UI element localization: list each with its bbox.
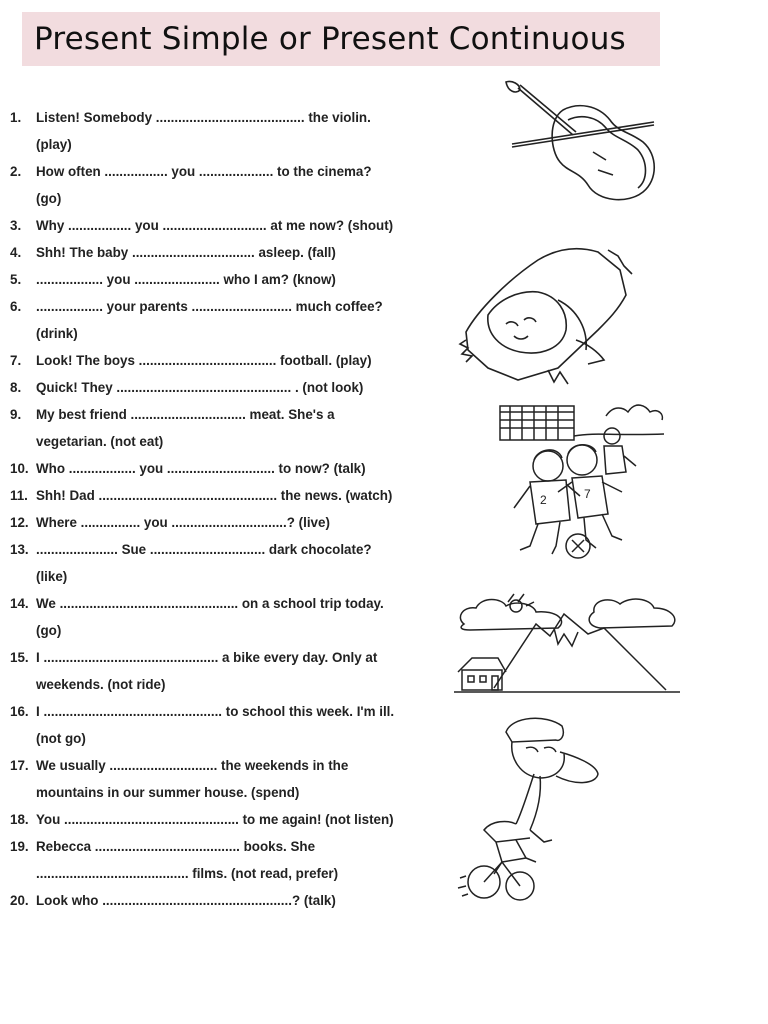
- mountains-icon: [454, 584, 682, 696]
- exercise-text: (go): [36, 191, 62, 206]
- exercise-text: (play): [36, 137, 72, 152]
- sleeping-baby-icon: [458, 240, 636, 388]
- exercise-number: 14.: [10, 596, 29, 611]
- exercise-text: We usually ............................. the weekends in the: [36, 758, 349, 773]
- exercise-number: 10.: [10, 461, 29, 476]
- football-boys-icon: [496, 396, 666, 562]
- exercise-line: [10, 104, 450, 131]
- exercise-text: Quick! They ............................................... . (not look): [36, 380, 364, 395]
- exercise-number: 2.: [10, 164, 22, 179]
- exercise-number: 4.: [10, 245, 22, 260]
- exercise-line: [10, 131, 450, 158]
- exercise-text: Shh! The baby ................................. asleep. (fall): [36, 245, 336, 260]
- exercise-line: [10, 590, 450, 617]
- exercise-line: [10, 536, 450, 563]
- exercise-line: [10, 266, 450, 293]
- exercise-text: My best friend ............................... meat. She's a: [36, 407, 335, 422]
- cyclist-icon: [456, 712, 606, 904]
- exercise-text: Listen! Somebody ........................................ the violin.: [36, 110, 371, 125]
- exercise-text: .................. you ....................... who I am? (know): [36, 272, 336, 287]
- exercise-line: [10, 671, 450, 698]
- exercise-text: (go): [36, 623, 62, 638]
- exercise-line: [10, 401, 450, 428]
- exercise-number: 3.: [10, 218, 22, 233]
- exercise-line: [10, 239, 450, 266]
- exercise-number: 9.: [10, 407, 22, 422]
- exercise-line: [10, 374, 450, 401]
- exercise-text: ...................... Sue ............................... dark chocolate?: [36, 542, 372, 557]
- exercise-line: [10, 833, 450, 860]
- exercise-line: [10, 455, 450, 482]
- exercise-line: [10, 158, 450, 185]
- exercise-number: 7.: [10, 353, 22, 368]
- exercise-line: [10, 779, 450, 806]
- exercise-line: [10, 185, 450, 212]
- exercise-text: How often ................. you .................... to the cinema?: [36, 164, 372, 179]
- exercise-number: 15.: [10, 650, 29, 665]
- exercise-line: [10, 860, 450, 887]
- svg-text:2: 2: [540, 493, 547, 507]
- exercise-text: ......................................... films. (not read, prefer): [36, 866, 339, 881]
- exercise-text: We ................................................ on a school trip today.: [36, 596, 384, 611]
- exercise-line: [10, 563, 450, 590]
- exercise-line: [10, 320, 450, 347]
- exercise-line: [10, 509, 450, 536]
- exercise-line: [10, 347, 450, 374]
- violin-icon: [498, 80, 662, 210]
- exercise-text: weekends. (not ride): [36, 677, 166, 692]
- exercise-text: (like): [36, 569, 68, 584]
- exercise-text: .................. your parents ........................... much coffee?: [36, 299, 383, 314]
- exercise-line: [10, 293, 450, 320]
- exercise-number: 16.: [10, 704, 29, 719]
- exercise-number: 5.: [10, 272, 22, 287]
- exercise-line: [10, 644, 450, 671]
- exercise-text: I ............................................... a bike every day. Only at: [36, 650, 378, 665]
- exercise-line: [10, 428, 450, 455]
- exercise-number: 1.: [10, 110, 22, 125]
- exercise-text: Why ................. you ............................ at me now? (shout): [36, 218, 394, 233]
- exercise-text: (not go): [36, 731, 86, 746]
- exercise-number: 13.: [10, 542, 29, 557]
- exercise-line: [10, 752, 450, 779]
- exercise-line: [10, 212, 450, 239]
- exercise-line: [10, 482, 450, 509]
- exercise-list: [10, 104, 450, 914]
- exercise-number: 19.: [10, 839, 29, 854]
- exercise-text: (drink): [36, 326, 78, 341]
- exercise-text: vegetarian. (not eat): [36, 434, 164, 449]
- exercise-text: Rebecca ....................................... books. She: [36, 839, 316, 854]
- exercise-line: [10, 698, 450, 725]
- exercise-line: [10, 887, 450, 914]
- exercise-text: Where ................ you ...............................? (live): [36, 515, 330, 530]
- exercise-number: 12.: [10, 515, 29, 530]
- exercise-line: [10, 806, 450, 833]
- exercise-line: [10, 617, 450, 644]
- exercise-line: [10, 725, 450, 752]
- exercise-text: Look! The boys ..................................... football. (play): [36, 353, 372, 368]
- exercise-number: 20.: [10, 893, 29, 908]
- exercise-text: You ............................................... to me again! (not listen): [36, 812, 394, 827]
- exercise-text: Look who ...................................................? (talk): [36, 893, 336, 908]
- exercise-number: 8.: [10, 380, 22, 395]
- exercise-text: I ................................................ to school this week. I'm ill.: [36, 704, 395, 719]
- page-title: Present Simple or Present Continuous: [34, 21, 626, 57]
- exercise-number: 17.: [10, 758, 29, 773]
- exercise-text: mountains in our summer house. (spend): [36, 785, 300, 800]
- exercise-number: 18.: [10, 812, 29, 827]
- exercise-text: Who .................. you ............................. to now? (talk): [36, 461, 366, 476]
- exercise-text: Shh! Dad ................................................ the news. (watch): [36, 488, 393, 503]
- exercise-number: 6.: [10, 299, 22, 314]
- svg-text:7: 7: [584, 487, 591, 501]
- exercise-number: 11.: [10, 488, 28, 503]
